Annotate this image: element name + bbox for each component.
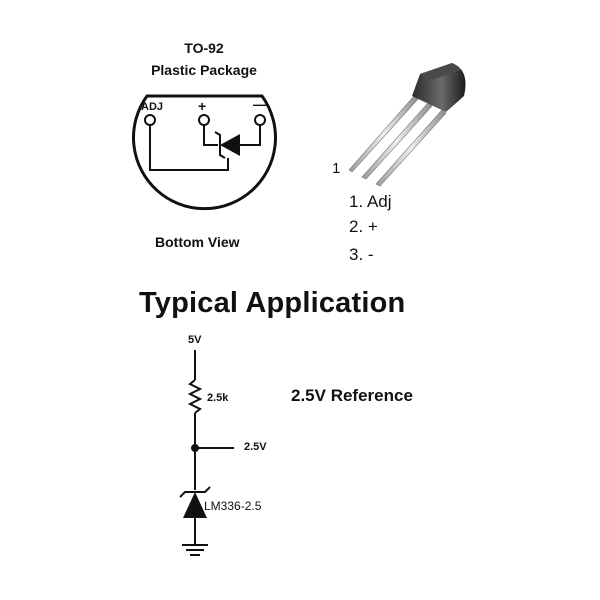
package-name: TO-92: [184, 40, 224, 56]
resistor-value-label: 2.5k: [207, 392, 229, 404]
supply-voltage-label: 5V: [188, 334, 202, 346]
pin-label-plus: +: [198, 98, 207, 114]
pin1-marker: 1: [332, 160, 341, 177]
bottom-view-label: Bottom View: [155, 234, 240, 250]
resistor-symbol: [190, 380, 200, 413]
part-number-label: LM336-2.5: [204, 499, 262, 513]
reference-label: 2.5V Reference: [291, 386, 413, 405]
pin-list-item-2: 2. +: [349, 217, 378, 236]
pin-label-adj: ADJ: [141, 101, 164, 113]
package-type: Plastic Package: [151, 62, 257, 78]
pin-list-item-3: 3. -: [349, 245, 374, 264]
application-title: Typical Application: [139, 287, 406, 319]
output-voltage-label: 2.5V: [244, 441, 267, 453]
pin-label-minus: —: [253, 96, 267, 112]
pin-list-item-1: 1. Adj: [349, 192, 392, 211]
